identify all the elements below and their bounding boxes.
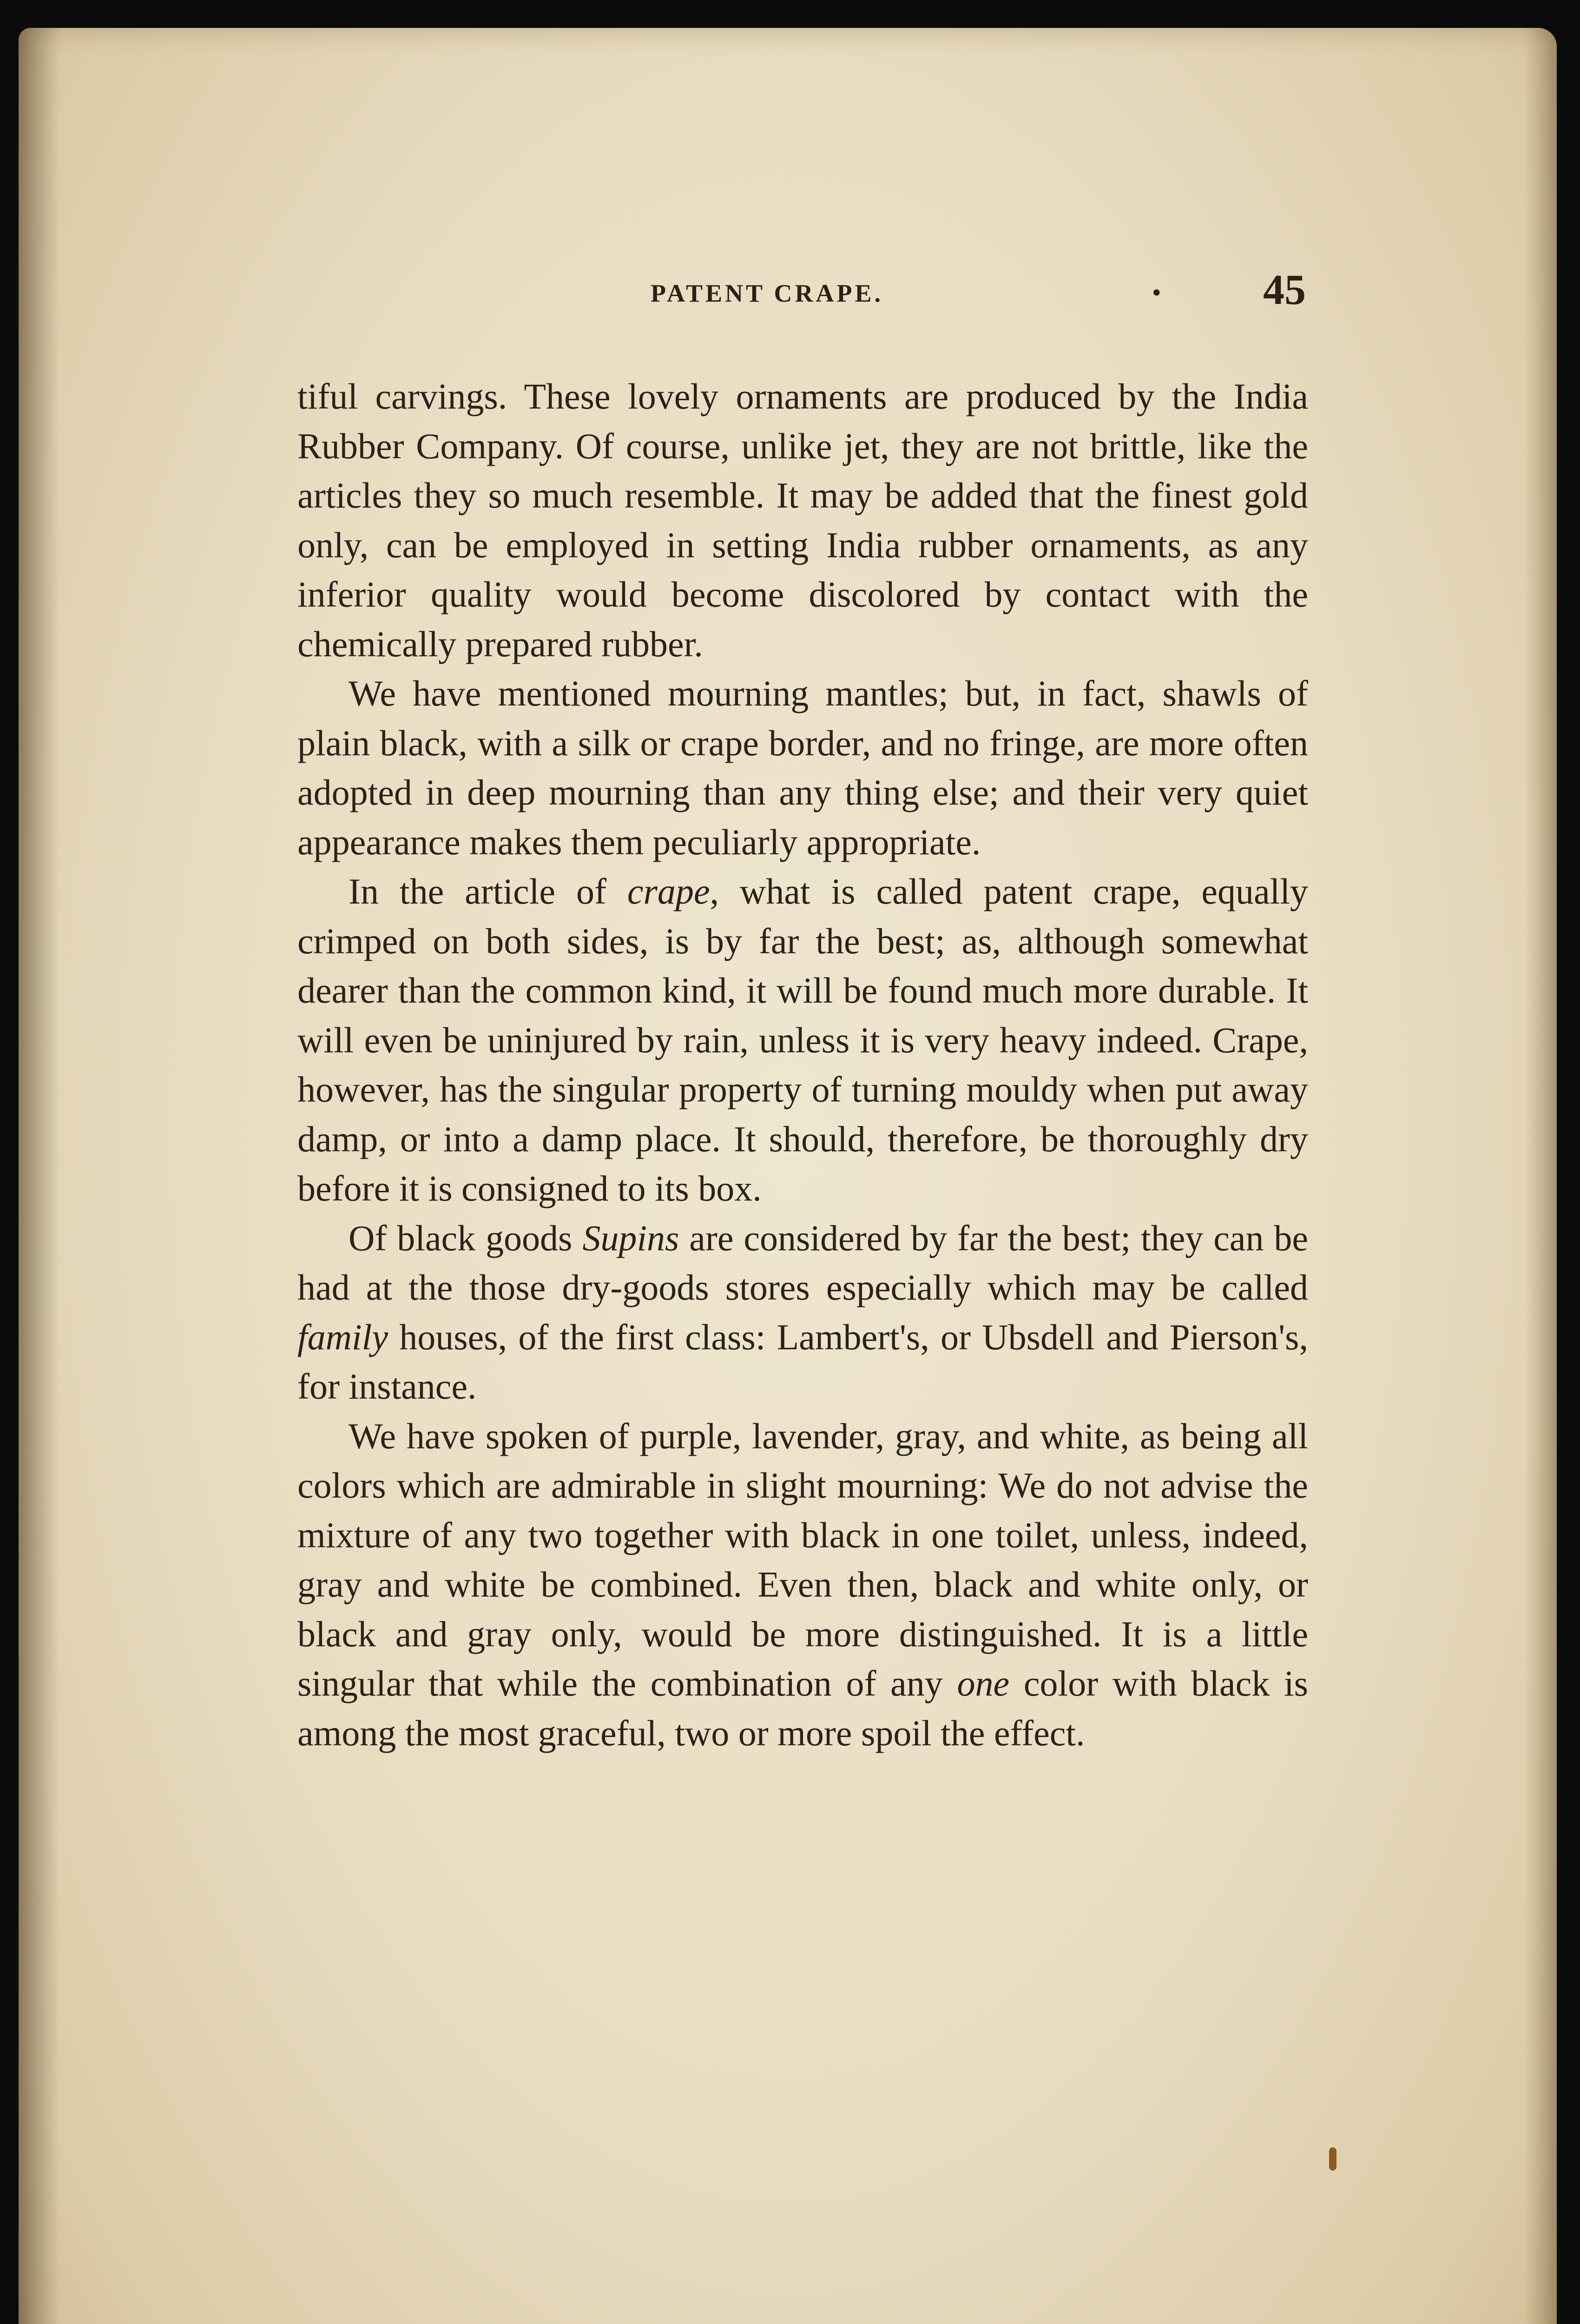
paragraph-5 [297, 1412, 1308, 1758]
paragraph-3 [297, 867, 1308, 1214]
body-text [297, 372, 1308, 1758]
running-head-dot: • [1152, 279, 1161, 305]
running-title: PATENT CRAPE. [651, 279, 884, 307]
paragraph-4 [297, 1214, 1308, 1412]
paragraph-4-italic-2: family [297, 1316, 388, 1357]
paragraph-5-italic: one [957, 1663, 1010, 1703]
page-number: 45 [1263, 266, 1306, 313]
paragraph-5-text-b: color with black is among the most graceful, two or more spoil the effect. [297, 1663, 1309, 1753]
paragraph-3-text-b: , what is called patent crape, equally crimped on both sides, is by far the best; as, although somewhat dearer than the common kind, it will be found much more durable. It will even be uninjured by rain, unless it is very heavy indeed. Crape, however, has the singular property of turning mouldy when put away damp, or into a damp place. It should, therefore, be thoroughly dry before it is consigned to its box. [297, 871, 1308, 1208]
paragraph-5-text-a: We have spoken of purple, lavender, gray, and white, as being all colors which are admirable in slight mourning: We do not advise the mixture of any two together with black in one toilet, unless, indeed, gray and white be combined. Even then, black and white only, or black and gray only, would be more distinguished. It is a little singular that while the combination of any [297, 1415, 1308, 1703]
paragraph-4-italic-1: Supins [582, 1217, 679, 1258]
running-head [279, 260, 1315, 330]
gutter-shadow [19, 28, 60, 2324]
paragraph-4-text-a: Of black goods [349, 1217, 583, 1258]
ink-fleck [1329, 2147, 1336, 2171]
paragraph-4-text-b: are considered by far the best; they can be had at the those dry-goods stores especially which may be called [297, 1217, 1309, 1307]
paragraph-1: tiful carvings. These lovely ornaments are produced by the India Rubber Company. Of course, unlike jet, they are not brittle, like the articles they so much resemble. It may be added that the finest gold only, can be employed in setting India rubber ornaments, as any inferior quality would become discolored by contact with the chemically prepared rubber. [297, 376, 1308, 664]
page-edge-shadow [1524, 28, 1557, 2324]
paragraph-3-italic: crape [627, 871, 710, 911]
paragraph-4-text-c: houses, of the first class: Lambert's, or Ubsdell and Pierson's, for instance. [297, 1316, 1308, 1406]
paragraph-3-text-a: In the article of [349, 871, 627, 911]
paragraph-2: We have mentioned mourning mantles; but, in fact, shawls of plain black, with a silk or crape border, and no fringe, are more often adopted in deep mourning than any thing else; and their very quiet appearance makes them peculiarly appropriate. [297, 673, 1308, 862]
